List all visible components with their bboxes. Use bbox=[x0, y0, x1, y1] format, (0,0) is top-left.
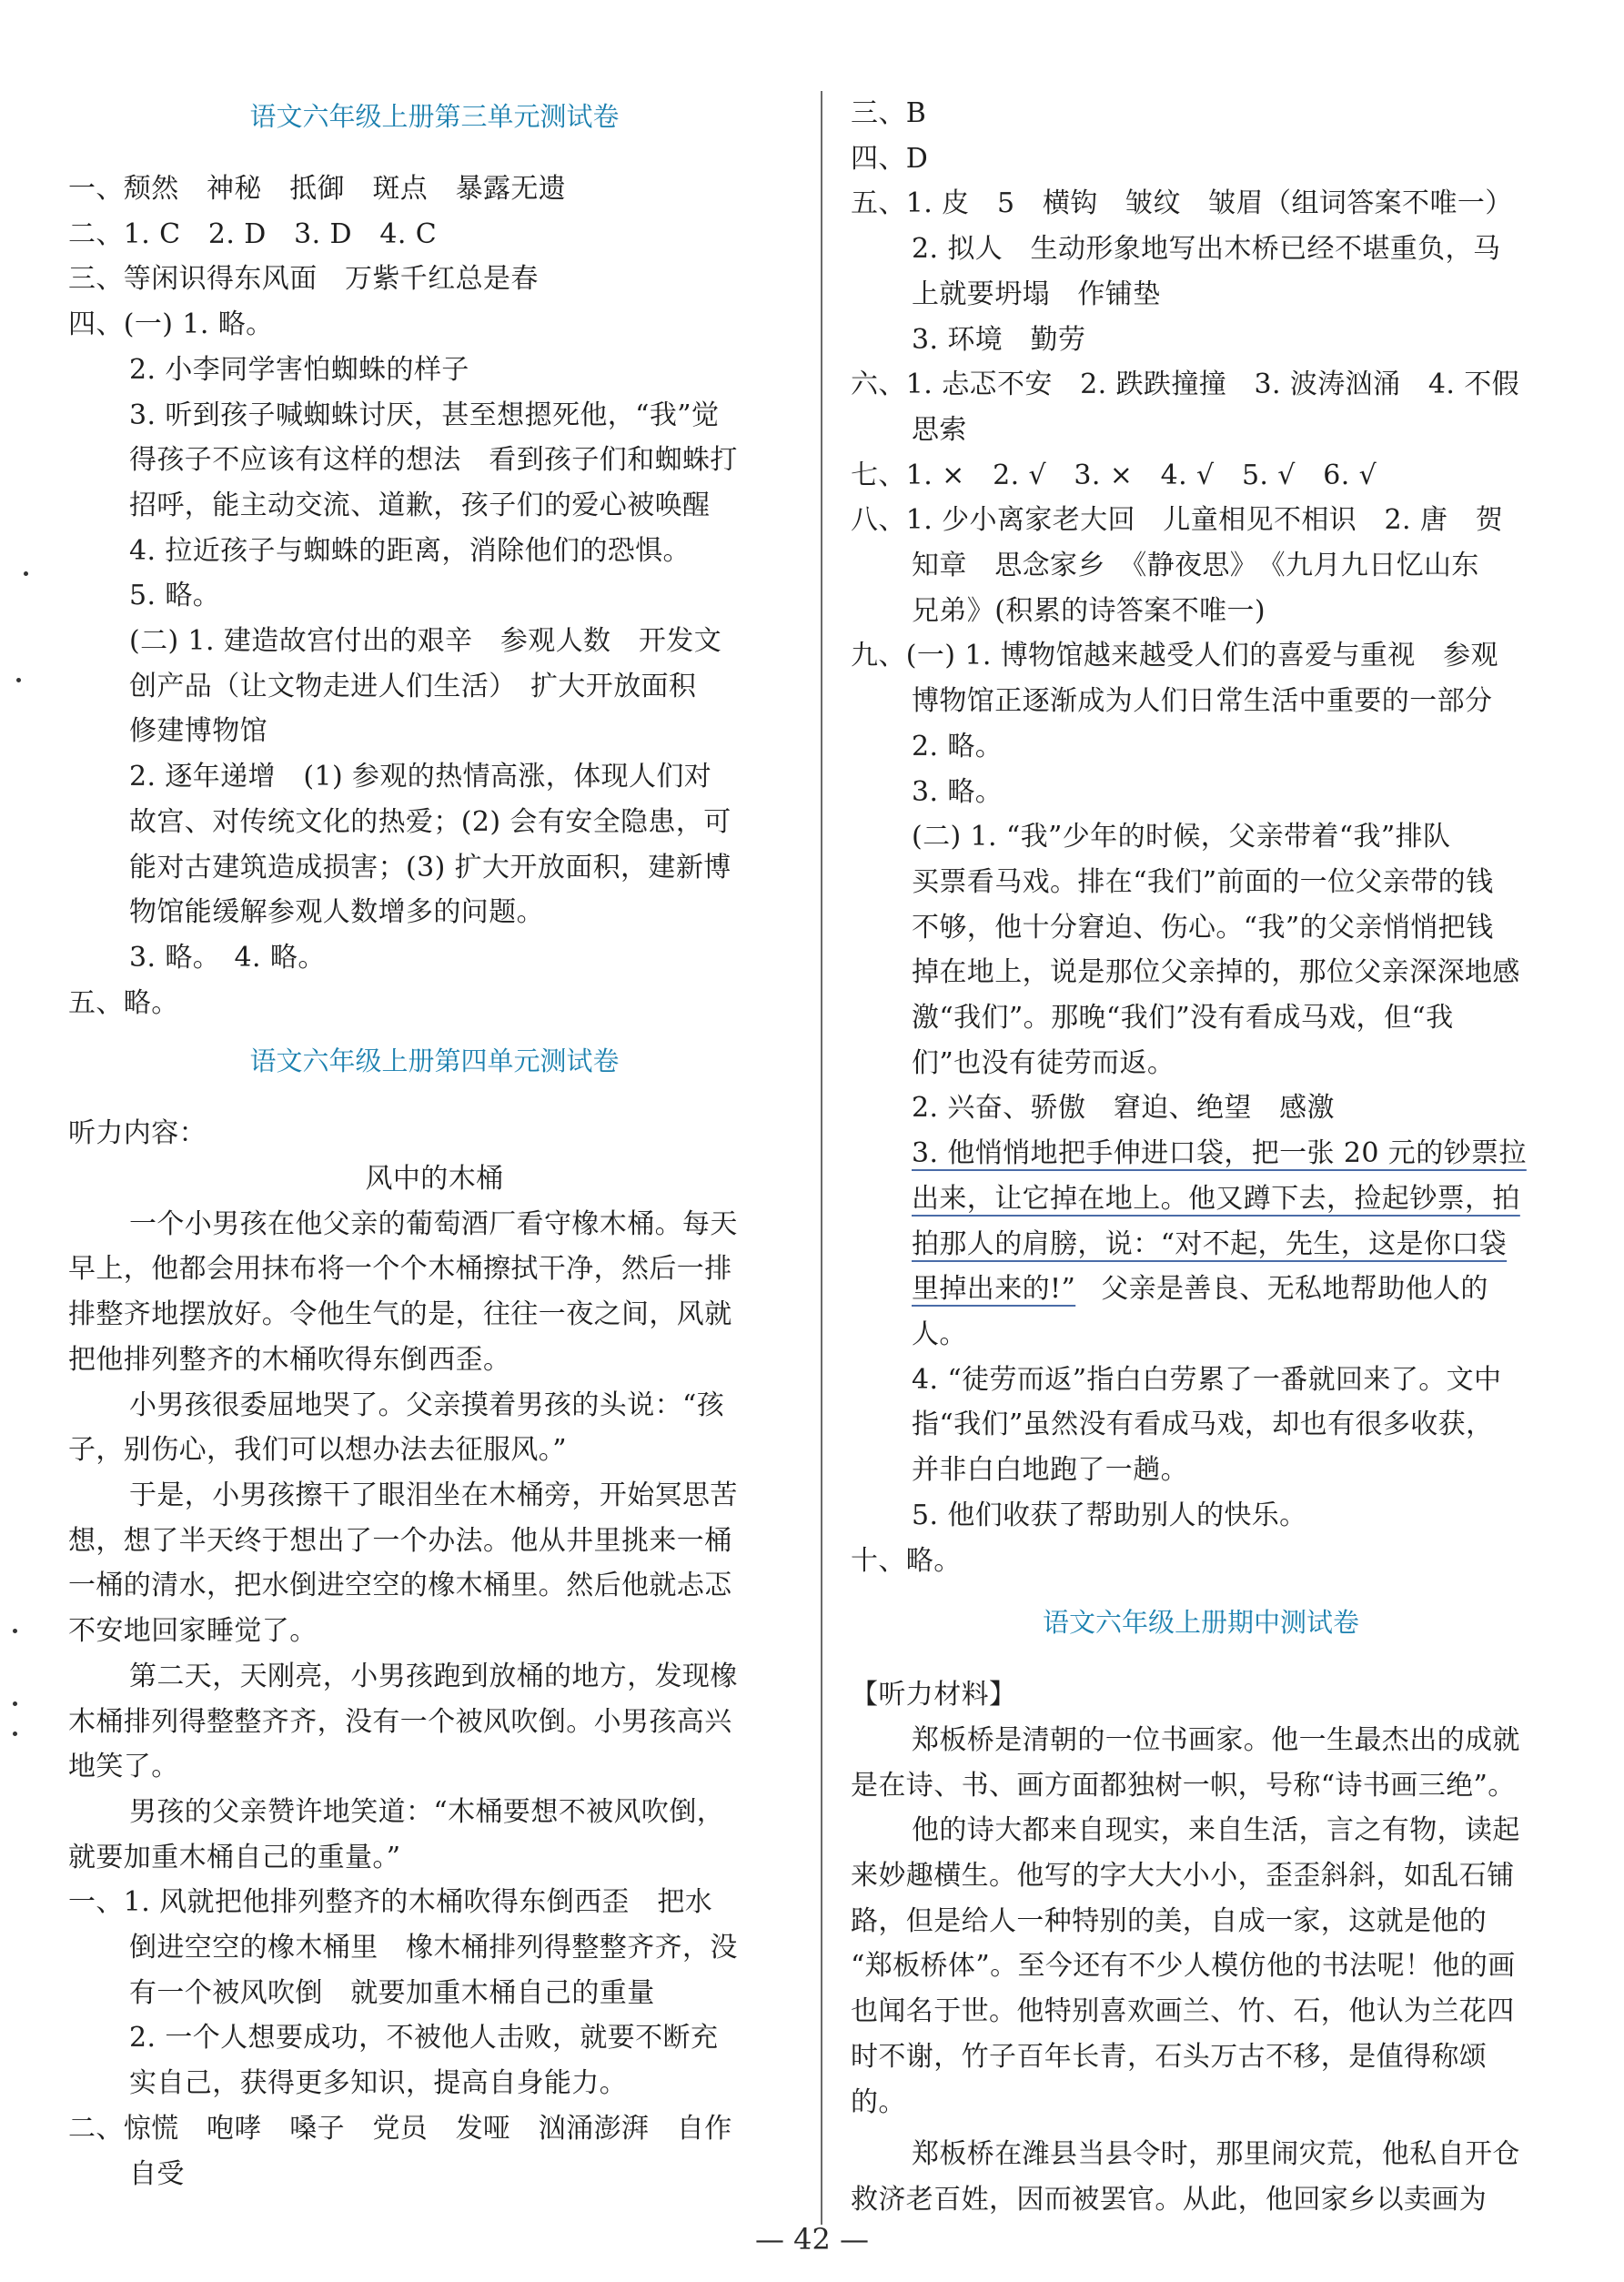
answer-line: 六、1. 忐忑不安 2. 跌跌撞撞 3. 波涛汹涌 4. 不假 bbox=[851, 369, 1520, 401]
underlined-quote: 拍那人的肩膀，说：“对不起，先生，这是你口袋 bbox=[912, 1227, 1508, 1260]
answer-line: 八、1. 少小离家老大回 儿童相见不相识 2. 唐 贺 bbox=[851, 504, 1504, 537]
answer-line: 五、略。 bbox=[68, 986, 179, 1019]
underlined-quote: 里掉出来的!” bbox=[912, 1273, 1076, 1306]
answer-line bbox=[851, 1131, 1551, 1176]
story-line: 木桶排列得整整齐齐，没有一个被风吹倒。小男孩高兴 bbox=[68, 1705, 732, 1738]
story-line: 就要加重木桶自己的重量。” bbox=[68, 1841, 401, 1873]
story-line: 早上，他都会用抹布将一个个木桶擦拭干净，然后一排 bbox=[68, 1253, 732, 1286]
story-line: 把他排列整齐的木桶吹得东倒西歪。 bbox=[68, 1343, 511, 1376]
answer-line: 招呼，能主动交流、道歉，孩子们的爱心被唤醒 bbox=[129, 489, 711, 521]
answer-line: 3. 环境 勤劳 bbox=[912, 323, 1086, 356]
answer-line: 十、略。 bbox=[851, 1544, 962, 1577]
scan-mark bbox=[13, 1732, 17, 1736]
story-line: 来妙趣横生。他写的字大大小小，歪歪斜斜，如乱石铺 bbox=[851, 1860, 1515, 1893]
answer-line: 2. 小李同学害怕蜘蛛的样子 bbox=[129, 353, 469, 386]
answer-line: 不够，他十分窘迫、伤心。“我”的父亲悄悄把钱 bbox=[912, 911, 1494, 944]
story-line: 不安地回家睡觉了。 bbox=[68, 1615, 318, 1648]
answer-line: (二) 1. “我”少年的时候，父亲带着“我”排队 bbox=[912, 821, 1451, 853]
story-line: 郑板桥在潍县当县令时，那里闹灾荒，他私自开仓 bbox=[912, 2138, 1520, 2171]
answer-line bbox=[851, 1222, 1551, 1267]
answer-line: 5. 他们收获了帮助别人的快乐。 bbox=[912, 1499, 1307, 1531]
underlined-quote: 出来，让它掉在地上。他又蹲下去，捡起钞票，拍 bbox=[912, 1182, 1520, 1215]
listening-label: 【听力材料】 bbox=[851, 1679, 1017, 1712]
answer-line: 4. 拉近孩子与蜘蛛的距离，消除他们的恐惧。 bbox=[129, 534, 691, 567]
story-line: 是在诗、书、画方面都独树一帜，号称“诗书画三绝”。 bbox=[851, 1769, 1516, 1802]
answer-line: 们”也没有徒劳而返。 bbox=[912, 1046, 1175, 1079]
story-line: 的。 bbox=[851, 2085, 906, 2118]
scan-mark bbox=[16, 678, 21, 682]
answer-line: 知章 思念家乡 《静夜思》 《九月九日忆山东 bbox=[912, 550, 1479, 582]
column-divider bbox=[821, 91, 822, 2225]
answer-line: 倒进空空的橡木桶里 橡木桶排列得整整齐齐，没 bbox=[129, 1932, 738, 1964]
right-column bbox=[851, 91, 1551, 2223]
story-line: 第二天，天刚亮，小男孩跑到放桶的地方，发现橡 bbox=[129, 1660, 738, 1692]
story-line: 郑板桥是清朝的一位书画家。他一生最杰出的成就 bbox=[912, 1723, 1520, 1756]
story-line: 排整齐地摆放好。令他生气的是，往往一夜之间，风就 bbox=[68, 1298, 732, 1331]
answer-line: 4. “徒劳而返”指白白劳累了一番就回来了。文中 bbox=[912, 1363, 1502, 1396]
answer-line: 买票看马戏。排在“我们”前面的一位父亲带的钱 bbox=[912, 865, 1494, 898]
answer-line: (二) 1. 建造故宫付出的艰辛 参观人数 开发文 bbox=[129, 625, 722, 658]
story-line: 救济老百姓，因而被罢官。从此，他回家乡以卖画为 bbox=[851, 2183, 1488, 2216]
answer-line bbox=[851, 1267, 1551, 1312]
midterm-test-title: 语文六年级上册期中测试卷 bbox=[1042, 1607, 1359, 1639]
answer-line: 并非白白地跑了一趟。 bbox=[912, 1454, 1188, 1487]
answer-line: 故宫、对传统文化的热爱；(2) 会有安全隐患，可 bbox=[129, 805, 731, 838]
story-title: 风中的木桶 bbox=[365, 1163, 504, 1196]
story-line: 一桶的清水，把水倒进空空的橡木桶里。然后他就忐忑 bbox=[68, 1570, 732, 1602]
story-line: 时不谢，竹子百年长青，石头万古不移，是值得称颂 bbox=[851, 2040, 1488, 2073]
scan-mark bbox=[24, 571, 28, 576]
answer-line: 3. 略。 4. 略。 bbox=[129, 941, 326, 974]
listening-label: 听力内容： bbox=[68, 1117, 207, 1150]
answer-line: 自受 bbox=[129, 2157, 185, 2190]
answer-line: 三、B bbox=[851, 97, 927, 129]
story-line: 地笑了。 bbox=[68, 1751, 179, 1783]
unit3-test-title: 语文六年级上册第三单元测试卷 bbox=[249, 101, 620, 132]
answer-line: 能对古建筑造成损害；(3) 扩大开放面积，建新博 bbox=[129, 851, 731, 884]
answer-line: 七、1. × 2. √ 3. × 4. √ 5. √ 6. √ bbox=[851, 459, 1377, 491]
answer-line: 三、等闲识得东风面 万紫千红总是春 bbox=[68, 263, 539, 296]
answer-line bbox=[851, 1176, 1551, 1222]
answer-line: 五、1. 皮 5 横钩 皱纹 皱眉（组词答案不唯一） bbox=[851, 187, 1513, 220]
answer-line: 人。 bbox=[912, 1318, 967, 1350]
answer-line: 3. 听到孩子喊蜘蛛讨厌，甚至想摁死他，“我”觉 bbox=[129, 399, 720, 431]
page-number: — 42 — bbox=[754, 2222, 870, 2257]
story-line: 子，别伤心，我们可以想办法去征服风。” bbox=[68, 1434, 567, 1467]
answer-line: 2. 略。 bbox=[912, 730, 1004, 762]
answer-line: 一、1. 风就把他排列整齐的木桶吹得东倒西歪 把水 bbox=[68, 1886, 713, 1919]
answer-line: 二、惊慌 咆哮 嗓子 党员 发哑 汹涌澎湃 自作 bbox=[68, 2112, 732, 2145]
answer-line: 2. 一个人想要成功，不被他人击败，就要不断充 bbox=[129, 2022, 719, 2055]
answer-line: 修建博物馆 bbox=[129, 715, 267, 748]
answer-line: 指“我们”虽然没有看成马戏，却也有很多收获， bbox=[912, 1409, 1494, 1441]
unit4-test-title: 语文六年级上册第四单元测试卷 bbox=[249, 1045, 620, 1077]
story-line: 路，但是给人一种特别的美，自成一家，这就是他的 bbox=[851, 1904, 1488, 1937]
answer-line: 一、颓然 神秘 抵御 斑点 暴露无遗 bbox=[68, 173, 567, 205]
answer-line: 创产品（让文物走进人们生活） 扩大开放面积 bbox=[129, 670, 697, 702]
answer-line: 5. 略。 bbox=[129, 580, 221, 612]
left-column bbox=[68, 86, 801, 2196]
story-line: 一个小男孩在他父亲的葡萄酒厂看守橡木桶。每天 bbox=[129, 1207, 738, 1240]
answer-line: 二、1. C 2. D 3. D 4. C bbox=[68, 217, 438, 250]
answer-line: 思索 bbox=[912, 413, 967, 446]
answer-line: 2. 逐年递增 (1) 参观的热情高涨，体现人们对 bbox=[129, 761, 712, 793]
answer-line: 四、(一) 1. 略。 bbox=[68, 308, 274, 341]
answer-line: 2. 兴奋、骄傲 窘迫、绝望 感激 bbox=[912, 1092, 1335, 1125]
answer-line: 物馆能缓解参观人数增多的问题。 bbox=[129, 896, 544, 929]
answer-line: 有一个被风吹倒 就要加重木桶自己的重量 bbox=[129, 1976, 655, 2009]
answer-line: 兄弟》(积累的诗答案不唯一) bbox=[912, 594, 1266, 627]
story-line: 他的诗大都来自现实，来自生活，言之有物，读起 bbox=[912, 1814, 1520, 1847]
scan-mark bbox=[13, 1629, 17, 1633]
story-line: “郑板桥体”。至今还有不少人模仿他的书法呢！他的画 bbox=[851, 1950, 1516, 1983]
answer-line: 3. 略。 bbox=[912, 775, 1004, 808]
answer-line: 实自己，获得更多知识，提高自身能力。 bbox=[129, 2067, 628, 2100]
answer-text: 父亲是善良、无私地帮助他人的 bbox=[1101, 1273, 1488, 1306]
answer-line: 九、(一) 1. 博物馆越来越受人们的喜爱与重视 参观 bbox=[851, 640, 1498, 672]
scan-mark bbox=[13, 1701, 17, 1706]
answer-line: 上就要坍塌 作铺垫 bbox=[912, 278, 1161, 310]
answer-line: 博物馆正逐渐成为人们日常生活中重要的一部分 bbox=[912, 685, 1493, 718]
story-line: 也闻名于世。他特别喜欢画兰、竹、石，他认为兰花四 bbox=[851, 1995, 1515, 2028]
story-line: 想，想了半天终于想出了一个办法。他从井里挑来一桶 bbox=[68, 1524, 732, 1557]
answer-line: 四、D bbox=[851, 142, 929, 175]
answer-line: 掉在地上，说是那位父亲掉的，那位父亲深深地感 bbox=[912, 956, 1520, 989]
answer-line: 2. 拟人 生动形象地写出木桥已经不堪重负，马 bbox=[912, 233, 1501, 266]
underlined-quote: 3. 他悄悄地把手伸进口袋，把一张 20 元的钞票拉 bbox=[912, 1137, 1527, 1170]
answer-line: 激“我们”。那晚“我们”没有看成马戏，但“我 bbox=[912, 1002, 1454, 1035]
answer-line: 得孩子不应该有这样的想法 看到孩子们和蜘蛛打 bbox=[129, 444, 738, 477]
story-line: 小男孩很委屈地哭了。父亲摸着男孩的头说：“孩 bbox=[129, 1388, 725, 1421]
story-line: 于是，小男孩擦干了眼泪坐在木桶旁，开始冥思苦 bbox=[129, 1479, 738, 1511]
story-line: 男孩的父亲赞许地笑道：“木桶要想不被风吹倒， bbox=[129, 1795, 725, 1828]
